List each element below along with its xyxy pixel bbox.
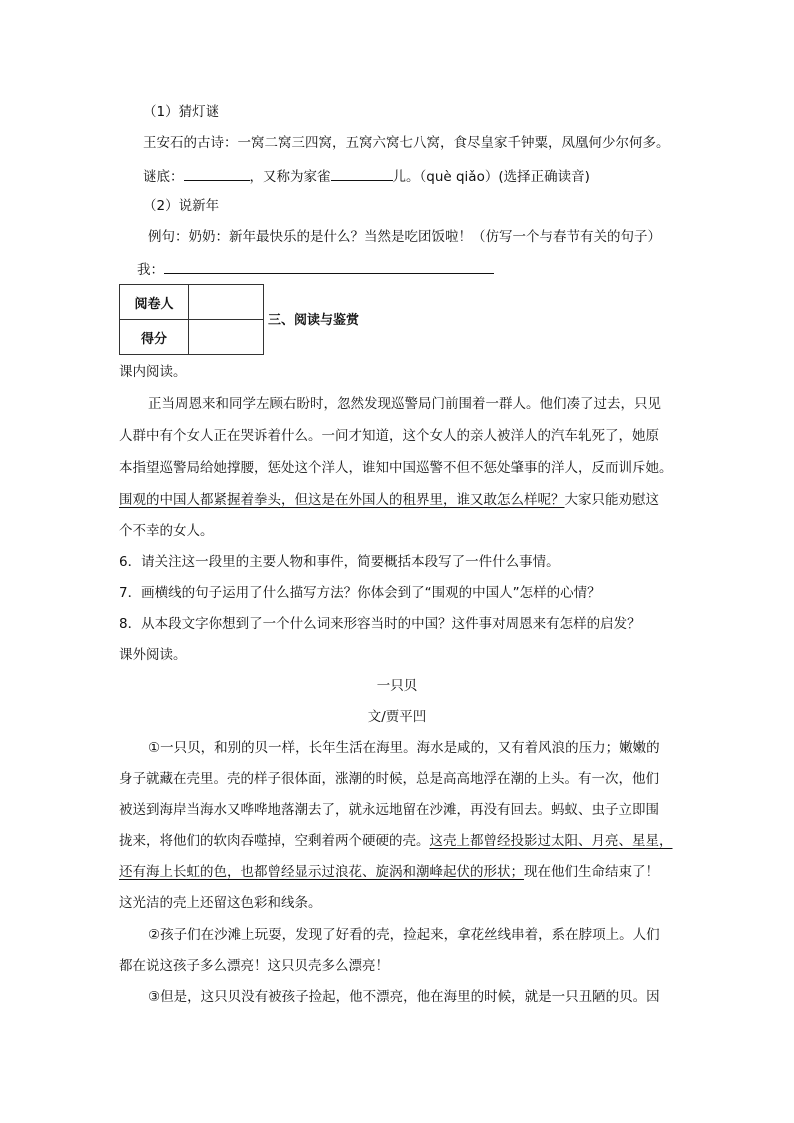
underlined-sentence: 围观的中国人都紧握着拳头，但这是在外国人的租界里，谁又敢怎么样呢？ [119,492,565,508]
question-6: 6．请关注这一段里的主要人物和事件，简要概括本段写了一件什么事情。 [119,554,560,570]
outclass-p3-l1: ③但是，这只贝没有被孩子捡起，他不漂亮，他在海里的时候，就是一只丑陋的贝。因 [148,989,660,1005]
outclass-p1-l4-plain: 拢来，将他们的软肉吞噬掉，空剩着两个硬硬的壳。 [119,833,430,849]
outclass-p1-l3: 被送到海岸当海水又哗哗地落潮去了，就永远地留在沙滩，再没有回去。蚂蚁、虫子立即围 [119,802,659,818]
article-title: 一只贝 [376,678,418,694]
article-author: 文/贾平凹 [367,709,427,725]
q1-poem: 王安石的古诗：一窝二窝三四窝，五窝六窝七八窝，食尽皇家千钟粟，凤凰何少尔何多。 [143,135,670,151]
grader-label: 阅卷人 [120,285,189,320]
outclass-label: 课外阅读。 [119,647,187,663]
q2-me-line [137,259,494,279]
outclass-p1-l2: 身子就藏在壳里。壳的样子很体面，涨潮的时候，总是高高地浮在潮的上头。有一次，他们 [119,771,659,787]
outclass-p1-l4 [119,832,673,850]
q1-answer-line [143,166,590,186]
q1-answer-prefix: 谜底： [143,169,184,185]
q2-me-label: 我： [137,262,164,278]
question-8: 8．从本段文字你想到了一个什么词来形容当时的中国？这件事对周恩来有怎样的启发？ [119,616,641,632]
section3-title: 三、阅读与鉴赏 [268,313,360,328]
answer-blank-1[interactable] [184,166,250,181]
inclass-p1-l3: 本指望巡警局给她撑腰，惩处这个洋人，谁知中国巡警不但不惩处肇事的洋人，反而训斥她。 [119,460,673,476]
q1-answer-mid: ，又称为家雀 [249,169,331,185]
outclass-p1-l6: 这光洁的壳上还留这色彩和线条。 [119,895,322,911]
inclass-p1-l1: 正当周恩来和同学左顾右盼时，忽然发现巡警局门前围着一群人。他们凑了过去，只见 [148,396,661,412]
inclass-p1-l2: 人群中有个女人正在哭诉着什么。一问才知道，这个女人的亲人被洋人的汽车轧死了，她原 [119,428,659,444]
inclass-label: 课内阅读。 [119,364,187,380]
inclass-p1-l4 [119,491,659,509]
score-cell[interactable] [189,320,264,355]
q1-answer-suffix: 儿。（què qiǎo）(选择正确读音) [392,169,590,185]
inclass-p1-l5: 个不幸的女人。 [119,523,214,539]
inclass-p1-l4-rest: 大家只能劝慰这 [564,492,659,508]
answer-blank-3[interactable] [164,259,494,274]
underlined-passage-part2: 还有海上长虹的色，也都曾经显示过浪花、旋涡和潮峰起伏的形状； [119,864,524,880]
outclass-p1-l5 [119,863,659,881]
underlined-passage-part1: 这壳上都曾经投影过太阳、月亮、星星， [429,833,673,849]
grader-cell[interactable] [189,285,264,320]
outclass-p2-l1: ②孩子们在沙滩上玩耍，发现了好看的壳，捡起来，拿花丝线串着，系在脖项上。人们 [148,927,660,943]
outclass-p1-l5-rest: 现在他们生命结束了！ [524,864,659,880]
question-7: 7．画横线的句子运用了什么描写方法？你体会到了“围观的中国人”怎样的心情？ [119,585,601,601]
outclass-p2-l2: 都在说这孩子多么漂亮！这只贝壳多么漂亮！ [119,958,389,974]
q1-heading: （1）猜灯谜 [143,104,220,120]
q2-heading: （2）说新年 [143,198,220,214]
score-table [119,284,264,355]
score-label: 得分 [120,320,189,355]
answer-blank-2[interactable] [331,166,393,181]
q2-example: 例句：奶奶：新年最快乐的是什么？当然是吃团饭啦！（仿写一个与春节有关的句子） [148,229,661,245]
outclass-p1-l1: ①一只贝，和别的贝一样，长年生活在海里。海水是咸的，又有着风浪的压力；嫩嫩的 [148,740,660,756]
